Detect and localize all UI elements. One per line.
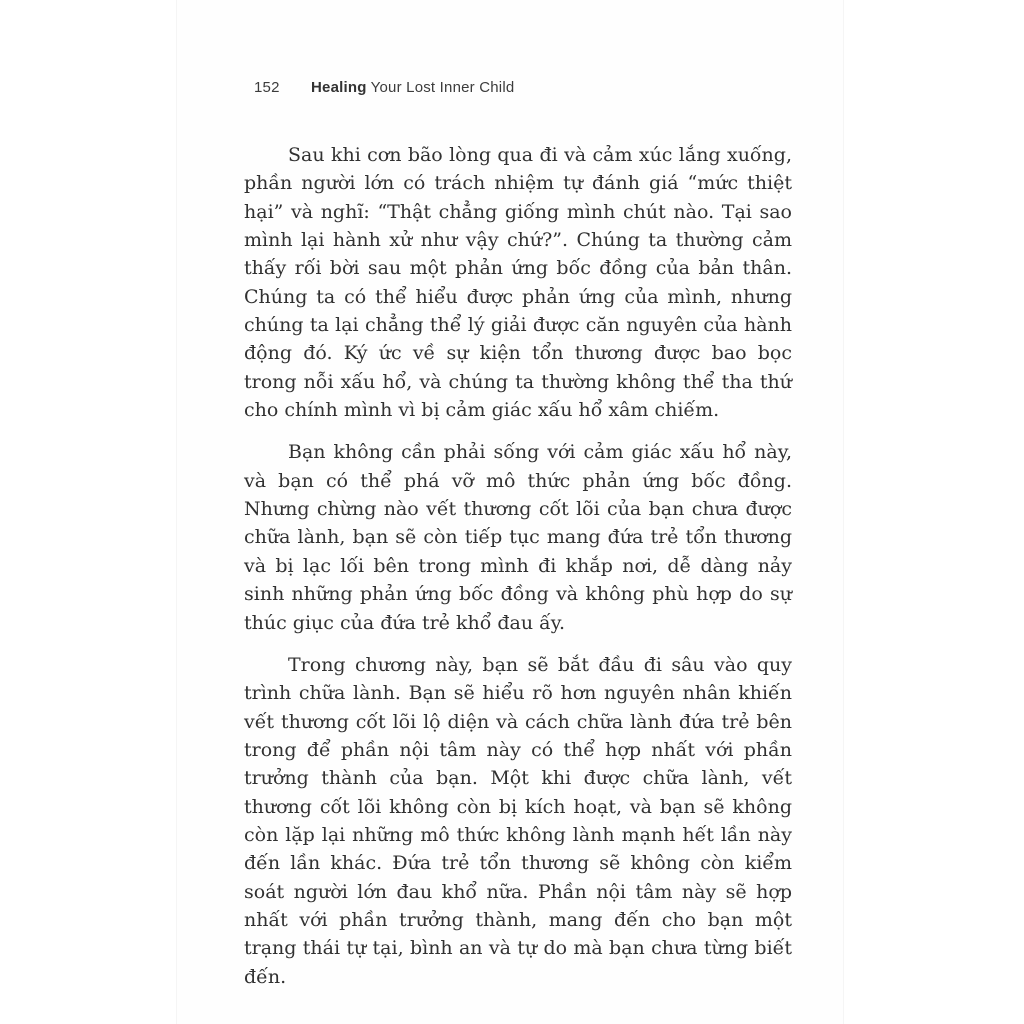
page-body	[244, 141, 792, 1005]
running-title-subtitle: Your Lost Inner Child	[366, 79, 515, 96]
running-title-book-name: Healing	[311, 79, 367, 96]
running-title	[311, 79, 514, 96]
paragraph-1: Sau khi cơn bão lòng qua đi và cảm xúc lắng xuống, phần người lớn có trách nhiệm tự đánh giá “mức thiệt hại” và nghĩ: “Thật chẳng giống mình chút nào. Tại sao mình lại hành xử như vậy chứ?”. Chúng ta thường cảm thấy rối bời sau một phản ứng bốc đồng của bản thân. Chúng ta có thể hiểu được phản ứng của mình, nhưng chúng ta lại chẳng thể lý giải được căn nguyên của hành động đó. Ký ức về sự kiện tổn thương được bao bọc trong nỗi xấu hổ, và chúng ta thường không thể tha thứ cho chính mình vì bị cảm giác xấu hổ xâm chiếm.	[244, 144, 792, 422]
paragraph-2: Bạn không cần phải sống với cảm giác xấu hổ này, và bạn có thể phá vỡ mô thức phản ứng bốc đồng. Nhưng chừng nào vết thương cốt lõi của bạn chưa được chữa lành, bạn sẽ còn tiếp tục mang đứa trẻ tổn thương và bị lạc lối bên trong mình đi khắp nơi, dễ dàng nảy sinh những phản ứng bốc đồng và không phù hợp do sự thúc giục của đứa trẻ khổ đau ấy.	[244, 441, 792, 634]
paragraph-3: Trong chương này, bạn sẽ bắt đầu đi sâu vào quy trình chữa lành. Bạn sẽ hiểu rõ hơn nguyên nhân khiến vết thương cốt lõi lộ diện và cách chữa lành đứa trẻ bên trong để phần nội tâm này có thể hợp nhất với phần trưởng thành của bạn. Một khi được chữa lành, vết thương cốt lõi không còn bị kích hoạt, và bạn sẽ không còn lặp lại những mô thức không lành mạnh hết lần này đến lần khác. Đứa trẻ tổn thương sẽ không còn kiểm soát người lớn đau khổ nữa. Phần nội tâm này sẽ hợp nhất với phần trưởng thành, mang đến cho bạn một trạng thái tự tại, bình an và tự do mà bạn chưa từng biết đến.	[244, 653, 792, 988]
page-number: 152	[254, 79, 280, 96]
book-page	[176, 0, 844, 1024]
page-header	[254, 79, 774, 96]
